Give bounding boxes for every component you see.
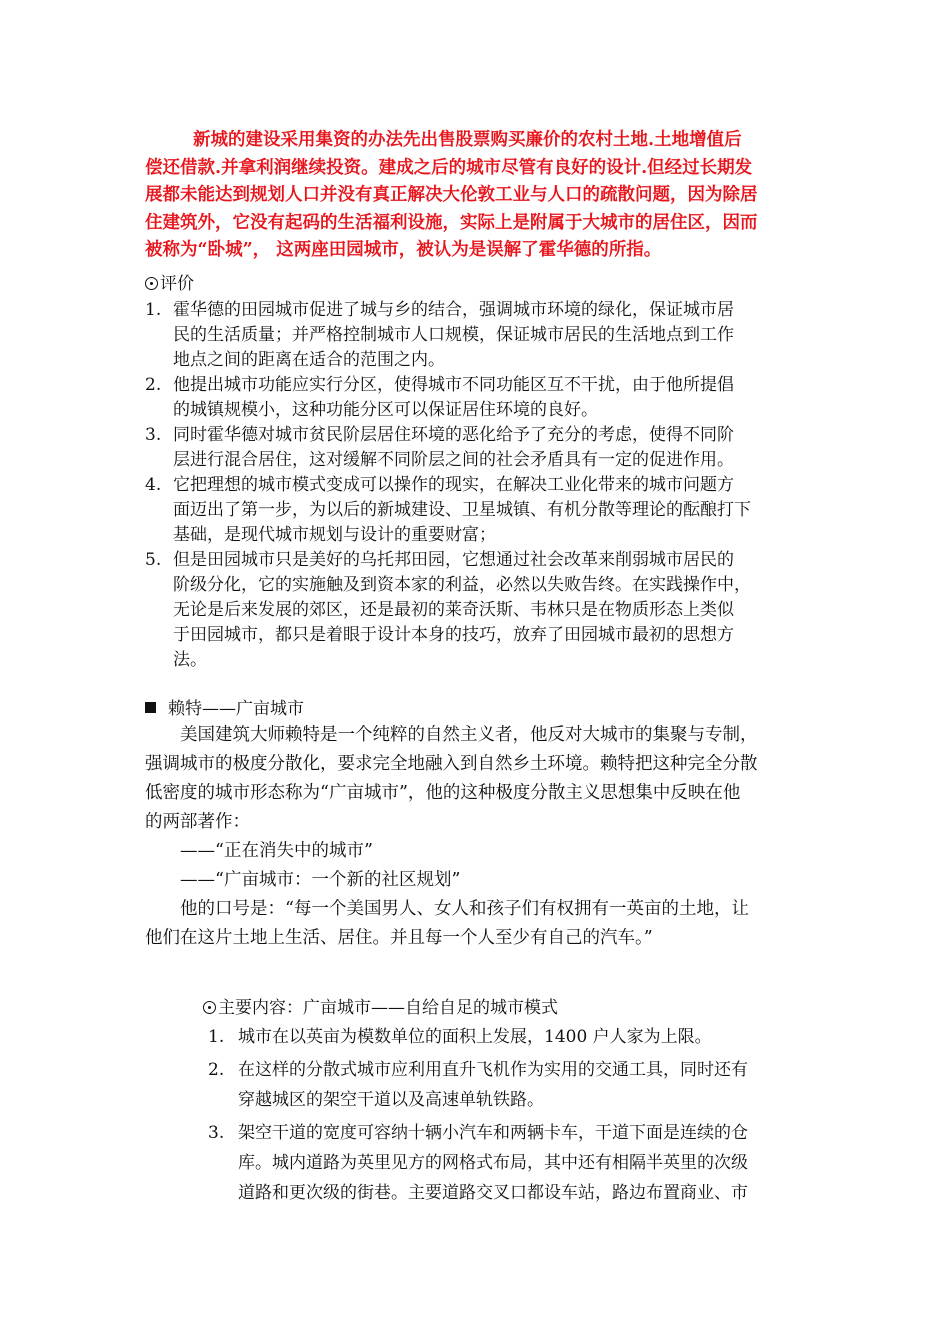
red-highlight-paragraph: [145, 127, 810, 265]
red-line-2: 偿还借款.并拿利润继续投资。建成之后的城市尽管有良好的设计.但经过长期发: [145, 157, 753, 178]
work-title-2: ——“广亩城市：一个新的社区规划”: [145, 870, 461, 890]
list-number: 2.: [145, 375, 162, 395]
circle-dot-icon: [203, 1001, 216, 1014]
list-number: 4.: [145, 475, 162, 495]
evaluation-list: [145, 298, 810, 673]
square-bullet-icon: [145, 702, 156, 713]
wright-heading-text: 赖特——广亩城市: [168, 699, 304, 719]
list-line: 无论是后来发展的郊区，还是最初的莱奇沃斯、韦林只是在物质形态上类似: [173, 600, 734, 620]
list-line: 他提出城市功能应实行分区，使得城市不同功能区互不干扰，由于他所提倡: [173, 375, 734, 395]
list-line: 法。: [173, 650, 207, 670]
body-line: 的两部著作：: [145, 812, 250, 832]
list-line: 库。城内道路为英里见方的网格式布局，其中还有相隔半英里的次级: [238, 1153, 748, 1173]
list-number: 3.: [208, 1123, 225, 1143]
red-line-3: 展都未能达到规划人口并没有真正解决大伦敦工业与人口的疏散问题，因为除居: [145, 185, 758, 206]
evaluation-item-3: [145, 423, 810, 473]
evaluation-item-2: [145, 373, 810, 423]
body-line: 低密度的城市形态称为“广亩城市”，他的这种极度分散主义思想集中反映在他: [145, 783, 741, 803]
evaluation-item-1: [145, 298, 810, 373]
list-line: 架空干道的宽度可容纳十辆小汽车和两辆卡车，干道下面是连续的仓: [238, 1123, 748, 1143]
list-line: 阶级分化，它的实施触及到资本家的利益，必然以失败告终。在实践操作中，: [173, 575, 751, 595]
red-line-4: 住建筑外，它没有起码的生活福利设施，实际上是附属于大城市的居住区，因而: [145, 212, 758, 233]
list-line: 道路和更次级的街巷。主要道路交叉口都设车站，路边布置商业、市: [238, 1183, 748, 1203]
main-content-heading: [203, 996, 558, 1020]
red-line-5: 被称为“卧城”， 这两座田园城市，被认为是误解了霍华德的所指。: [145, 240, 662, 261]
list-number: 2.: [208, 1060, 225, 1080]
evaluation-heading: [145, 272, 194, 296]
list-line: 的城镇规模小，这种功能分区可以保证居住环境的良好。: [173, 400, 598, 420]
work-title-1: ——“正在消失中的城市”: [145, 841, 373, 861]
red-line-1: 新城的建设采用集资的办法先出售股票购买廉价的农村土地.土地增值后: [193, 130, 742, 150]
list-line: 但是田园城市只是美好的乌托邦田园，它想通过社会改革来削弱城市居民的: [173, 550, 734, 570]
list-number: 3.: [145, 425, 162, 445]
list-line: 它把理想的城市模式变成可以操作的现实，在解决工业化带来的城市问题方: [173, 475, 734, 495]
list-number: 1.: [145, 300, 162, 320]
list-line: 于田园城市，都只是着眼于设计本身的技巧，放弃了田园城市最初的思想方: [173, 625, 734, 645]
list-number: 5.: [145, 550, 162, 570]
main-item-2: [208, 1055, 810, 1115]
list-line: 同时霍华德对城市贫民阶层居住环境的恶化给予了充分的考虑，使得不同阶: [173, 425, 734, 445]
list-line: 民的生活质量；并严格控制城市人口规模，保证城市居民的生活地点到工作: [173, 325, 734, 345]
evaluation-heading-text: 评价: [160, 274, 194, 294]
list-number: 1.: [208, 1027, 225, 1047]
main-content-heading-text: 主要内容：广亩城市——自给自足的城市模式: [218, 998, 558, 1018]
list-line: 基础，是现代城市规划与设计的重要财富；: [173, 525, 496, 545]
list-line: 霍华德的田园城市促进了城与乡的结合，强调城市环境的绿化，保证城市居: [173, 300, 734, 320]
main-item-3: [208, 1118, 810, 1208]
evaluation-item-5: [145, 548, 810, 673]
list-line: 穿越城区的架空干道以及高速单轨铁路。: [238, 1090, 544, 1110]
list-line: 在这样的分散式城市应利用直升飞机作为实用的交通工具，同时还有: [238, 1060, 748, 1080]
circle-dot-icon: [145, 277, 158, 290]
body-line: 强调城市的极度分散化，要求完全地融入到自然乡土环境。赖特把这种完全分散: [145, 754, 758, 774]
wright-body: [145, 721, 810, 953]
list-line: 面迈出了第一步，为以后的新城建设、卫星城镇、有机分散等理论的酝酿打下: [173, 500, 751, 520]
main-item-1: [208, 1022, 810, 1052]
body-line: 他的口号是：“每一个美国男人、女人和孩子们有权拥有一英亩的土地，让: [145, 899, 749, 919]
body-line: 他们在这片土地上生活、居住。并且每一个人至少有自己的汽车。”: [145, 928, 653, 948]
body-line: 美国建筑大师赖特是一个纯粹的自然主义者，他反对大城市的集聚与专制，: [145, 725, 758, 745]
wright-heading: [145, 697, 304, 721]
evaluation-item-4: [145, 473, 810, 548]
list-line: 层进行混合居住，这对缓解不同阶层之间的社会矛盾具有一定的促进作用。: [173, 450, 734, 470]
main-content-list: [208, 1022, 810, 1211]
list-line: 地点之间的距离在适合的范围之内。: [173, 350, 445, 370]
list-line: 城市在以英亩为模数单位的面积上发展，1400 户人家为上限。: [238, 1027, 712, 1047]
